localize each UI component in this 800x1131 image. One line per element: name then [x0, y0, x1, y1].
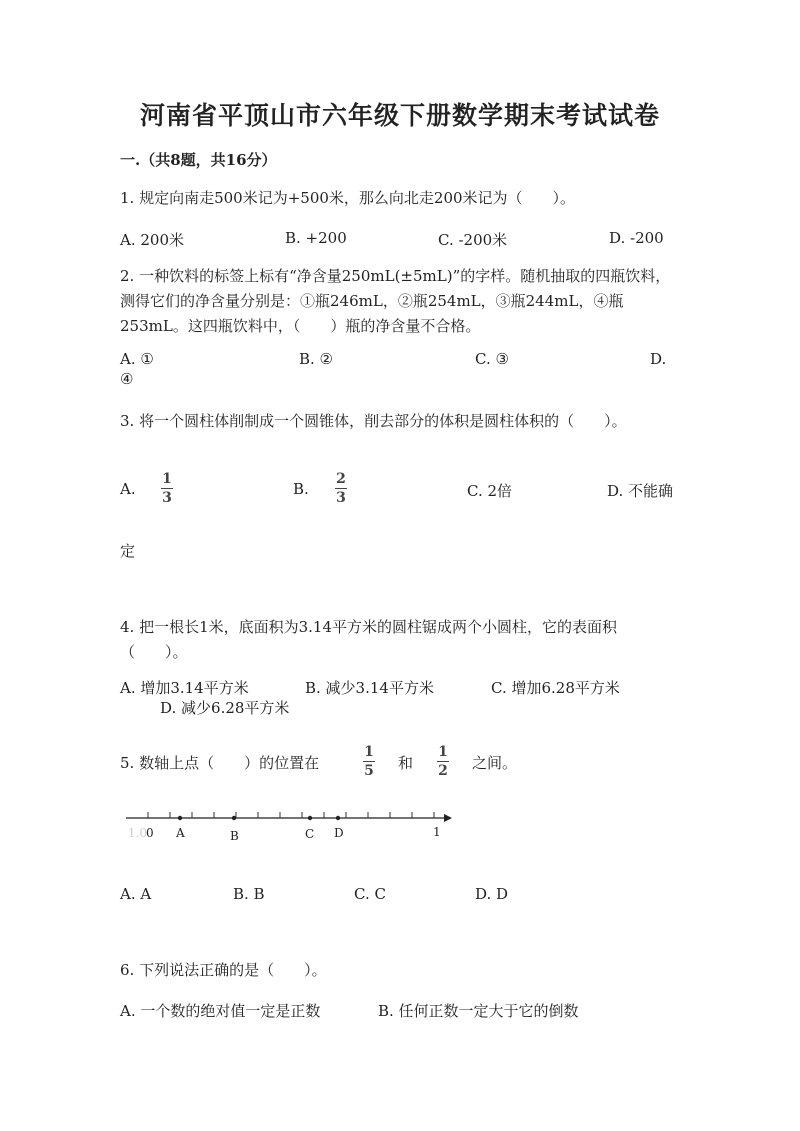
frac-denominator: 3: [162, 490, 172, 506]
question-1-stem: 1. 规定向南走500米记为+500米，那么向北走200米记为（ ）。: [120, 189, 576, 207]
q3-option-d-continued: 定: [120, 542, 136, 560]
frac-denominator: 3: [336, 490, 346, 506]
question-5-stem-start: 5. 数轴上点（ ）的位置在: [120, 754, 320, 772]
q3-option-a[interactable]: A.: [120, 480, 136, 498]
point-b-label: B: [230, 829, 239, 843]
q2-option-a[interactable]: A. ①: [120, 350, 154, 368]
q5-fraction-one-fifth: [363, 744, 375, 779]
point-c-dot: [308, 816, 312, 820]
point-b-dot: [232, 816, 236, 820]
faded-label: 1.0: [128, 826, 148, 840]
q2-option-d-value: ④: [120, 370, 134, 388]
fraction-bar: [161, 488, 173, 489]
q2-option-d[interactable]: D.: [650, 350, 667, 368]
number-line-ticks: [148, 812, 434, 818]
q3-fraction-two-thirds: [335, 471, 347, 506]
q5-option-d[interactable]: D. D: [475, 885, 509, 903]
section-heading: 一.（共8题，共16分）: [120, 151, 277, 169]
q3-option-b[interactable]: B.: [293, 480, 309, 498]
frac-numerator: 1: [438, 744, 448, 760]
zero-label: 0: [146, 826, 154, 840]
q3-option-d[interactable]: D. 不能确: [607, 482, 674, 500]
question-6-stem: 6. 下列说法正确的是（ ）。: [120, 961, 327, 979]
point-d-dot: [336, 816, 340, 820]
question-3-stem: 3. 将一个圆柱体削制成一个圆锥体，削去部分的体积是圆柱体积的（ ）。: [120, 412, 627, 430]
fraction-bar: [335, 488, 347, 489]
point-a-label: A: [176, 826, 185, 840]
fraction-bar: [363, 761, 375, 762]
point-a-dot: [178, 816, 182, 820]
q2-option-c[interactable]: C. ③: [475, 350, 509, 368]
q6-option-b[interactable]: B. 任何正数一定大于它的倒数: [378, 1002, 579, 1020]
q4-option-d[interactable]: D. 减少6.28平方米: [160, 699, 290, 717]
frac-denominator: 5: [364, 763, 374, 779]
q3-fraction-one-third: [161, 471, 173, 506]
frac-numerator: 1: [162, 471, 172, 487]
frac-denominator: 2: [438, 763, 448, 779]
q5-option-a[interactable]: A. A: [120, 885, 152, 903]
q5-option-b[interactable]: B. B: [233, 885, 265, 903]
fraction-bar: [437, 761, 449, 762]
q5-option-c[interactable]: C. C: [354, 885, 386, 903]
arrow-head-icon: [444, 814, 452, 822]
frac-numerator: 2: [336, 471, 346, 487]
q1-option-a[interactable]: A. 200米: [120, 231, 184, 249]
q4-option-a[interactable]: A. 增加3.14平方米: [120, 679, 249, 697]
q6-option-a[interactable]: A. 一个数的绝对值一定是正数: [120, 1002, 321, 1020]
q1-option-c[interactable]: C. -200米: [438, 231, 508, 249]
question-5-and: 和: [398, 754, 414, 772]
q5-fraction-one-half: [437, 744, 449, 779]
question-4-stem: 4. 把一根长1米，底面积为3.14平方米的圆柱锯成两个小圆柱，它的表面积（ ）。: [120, 618, 618, 661]
frac-numerator: 1: [364, 744, 374, 760]
one-label: 1: [433, 825, 441, 839]
number-line-figure: [118, 800, 458, 848]
point-c-label: C: [305, 827, 315, 841]
q4-option-b[interactable]: B. 减少3.14平方米: [305, 679, 434, 697]
q1-option-d[interactable]: D. -200: [609, 229, 664, 247]
question-2-stem: 2. 一种饮料的标签上标有“净含量250mL(±5mL)”的字样。随机抽取的四瓶饮料，测得它们的净含量分别是：①瓶246mL，②瓶254mL，③瓶244mL，④瓶253mL。这四瓶饮料中，（ ）瓶的净含量不合格。: [120, 267, 671, 335]
point-d-label: D: [334, 826, 344, 840]
q1-option-b[interactable]: B. +200: [285, 229, 347, 247]
q3-option-c[interactable]: C. 2倍: [467, 482, 513, 500]
page-title: 河南省平顶山市六年级下册数学期末考试试卷: [139, 101, 660, 130]
question-5-stem-end: 之间。: [472, 754, 518, 772]
q2-option-b[interactable]: B. ②: [299, 350, 334, 368]
q4-option-c[interactable]: C. 增加6.28平方米: [491, 679, 620, 697]
